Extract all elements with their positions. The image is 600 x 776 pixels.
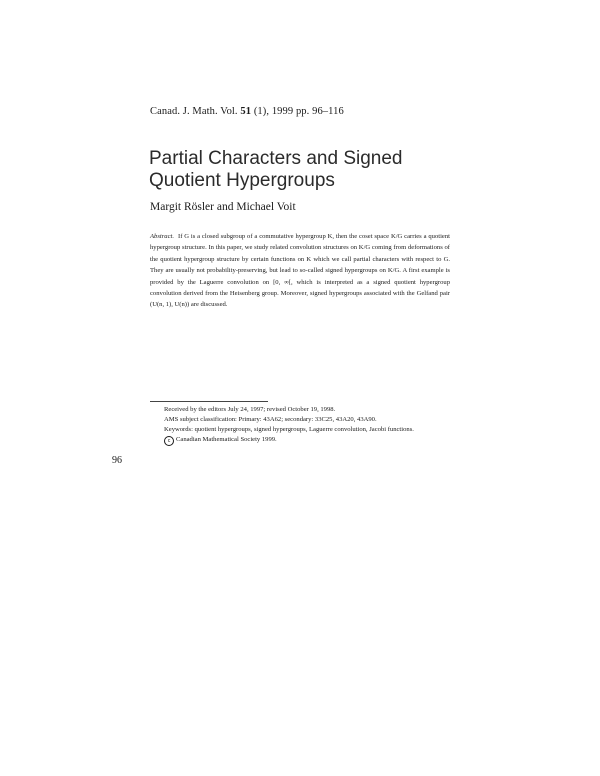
footnote-ams-classification: AMS subject classification: Primary: 43A62; secondary: 33C25, 43A20, 43A90. — [164, 416, 377, 424]
page-number: 96 — [112, 455, 122, 466]
abstract — [150, 231, 450, 311]
abstract-label: Abstract. — [150, 233, 174, 240]
footnote-rule — [150, 401, 268, 402]
copyright-icon: c — [164, 436, 174, 446]
footnote-copyright — [164, 435, 414, 446]
journal-issue-pages: (1), 1999 pp. 96–116 — [253, 106, 344, 117]
footnote-received: Received by the editors July 24, 1997; revised October 19, 1998. — [164, 406, 336, 413]
journal-name: Canad. J. Math. Vol. — [150, 106, 238, 117]
paper-authors: Margit Rösler and Michael Voit — [150, 201, 296, 213]
abstract-text: If G is a closed subgroup of a commutative hypergroup K, then the coset space K/G carries a quotient hypergroup structure. In this paper, we study related convolution structures on K/G coming from deformations of the quotient hypergroup structure by certain functions on K which we call partial characters with respect to G. They are usually not probability-preserving, but lead to so-called signed hypergroups on K/G. A first example is provided by the Laguerre convolution on [0, ∞[, which is interpreted as a signed quotient hypergroup convolution derived from the Heisenberg group. Moreover, signed hypergroups associated with the Gelfand pair (U(n, 1), U(n)) are discussed. — [150, 233, 450, 309]
footnote-keywords: Keywords: quotient hypergroups, signed hypergroups, Laguerre convolution, Jacobi functions. — [164, 426, 414, 434]
copyright-text: Canadian Mathematical Society 1999. — [176, 436, 277, 444]
paper-title-line-1: Partial Characters and Signed — [149, 148, 403, 169]
paper-title-line-2: Quotient Hypergroups — [149, 170, 335, 191]
paper-title — [149, 148, 402, 192]
footnotes — [164, 405, 414, 446]
journal-volume: 51 — [240, 106, 252, 117]
journal-reference — [150, 106, 344, 117]
